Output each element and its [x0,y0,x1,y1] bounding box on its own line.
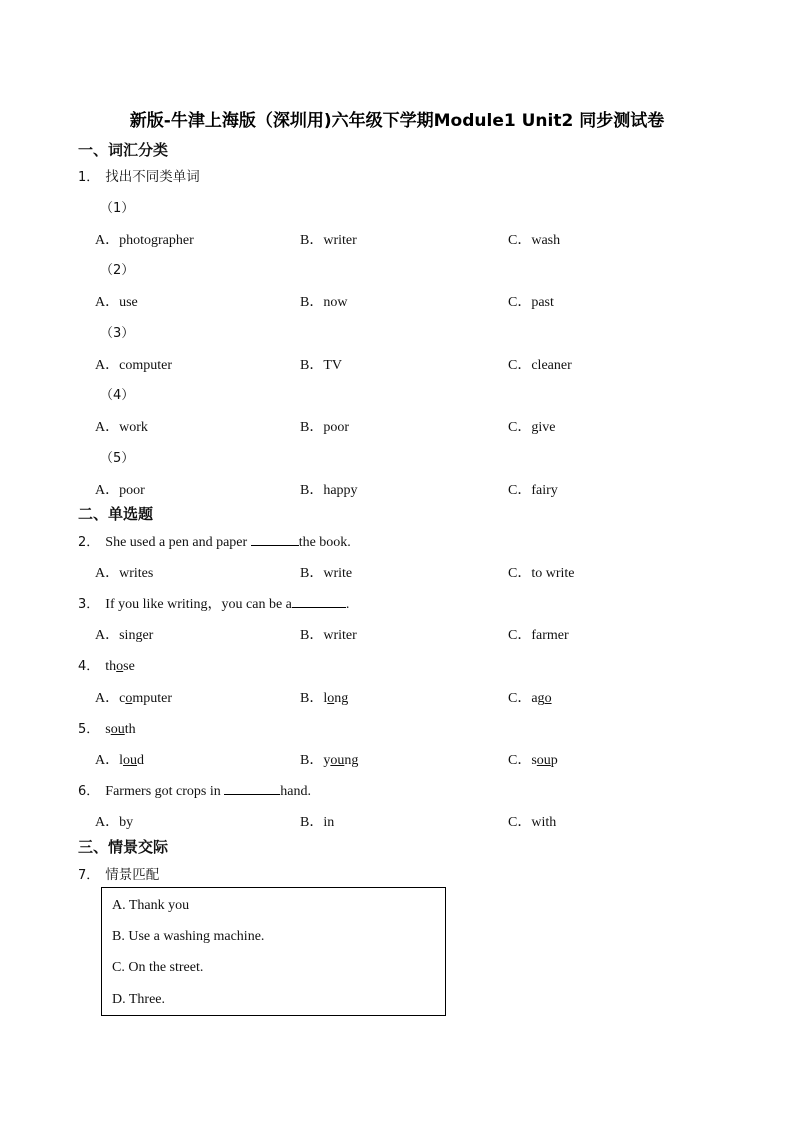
option-b[interactable] [300,749,358,769]
sub-question-label: （5） [100,451,135,466]
question-number: 5． [78,722,100,737]
option-letter: A． [95,691,120,706]
option-c[interactable] [508,749,558,769]
underlined-letters: o [116,659,124,674]
question-text-post: the book. [298,535,351,550]
question-text: 情景匹配 [105,867,160,883]
question-1 [78,165,200,186]
question-6 [78,780,311,800]
sub-question-label: （2） [100,263,135,278]
word-part: y [323,753,331,768]
question-number: 4． [78,659,100,674]
option-b[interactable] [300,687,348,707]
section-heading-single-choice: 二、单选题 [78,505,154,523]
option-letter: A． [95,753,120,768]
word-part: d [137,753,145,768]
matching-option: A. Thank you [112,898,190,913]
option-c[interactable]: C．fairy [508,483,558,498]
matching-options-box [101,887,446,1016]
page-title: 新版-牛津上海版（深圳用)六年级下学期Module1 Unit2 同步测试卷 [129,111,665,131]
option-letter: B． [300,753,324,768]
option-a[interactable]: A．computer [95,358,172,373]
option-b[interactable]: B．writer [300,233,357,248]
question-number: 6． [78,784,100,799]
question-number: 2． [78,535,100,550]
option-c[interactable]: C．farmer [508,628,569,643]
question-text: 找出不同类单词 [105,169,200,185]
option-letter: B． [300,691,324,706]
option-b[interactable]: B．now [300,295,348,310]
answer-blank[interactable] [251,533,299,546]
word-part: th [124,722,136,737]
sub-question-label: （4） [100,388,135,403]
option-c[interactable]: C．to write [508,566,575,581]
option-c[interactable] [508,687,552,707]
word-part: se [123,659,135,674]
underlined-letters: o [125,691,133,706]
word-part: l [119,753,124,768]
answer-blank[interactable] [224,782,280,795]
option-a[interactable]: A．photographer [95,233,194,248]
question-7 [78,863,159,884]
sub-question-label: （3） [100,326,135,341]
underlined-letters: ou [110,722,125,737]
option-a[interactable] [95,749,144,769]
underlined-letters: o [544,691,552,706]
question-text-pre: She used a pen and paper [105,535,251,550]
question-3 [78,593,349,613]
section-heading-vocabulary: 一、词汇分类 [78,141,169,159]
option-a[interactable]: A．writes [95,566,154,581]
underlined-letters: ou [536,753,551,768]
question-2 [78,531,351,551]
option-c[interactable]: C．with [508,815,557,830]
word-part: p [550,753,558,768]
question-4 [78,655,135,675]
option-b[interactable]: B．in [300,815,335,830]
option-a[interactable]: A．singer [95,628,154,643]
word-part: th [105,659,117,674]
option-a[interactable]: A．work [95,420,148,435]
word-part: l [323,691,328,706]
underlined-letters: ou [330,753,345,768]
word-part: ng [344,753,359,768]
section-heading-situational-dialogue: 三、情景交际 [78,838,169,856]
question-text-post: hand. [280,784,311,799]
option-b[interactable]: B．poor [300,420,349,435]
answer-blank[interactable] [292,595,346,608]
word-part: ng [334,691,349,706]
option-letter: C． [508,691,532,706]
option-c[interactable]: C．wash [508,233,561,248]
word-part: s [105,722,111,737]
underlined-letters: o [327,691,335,706]
question-text-pre: Farmers got crops in [105,784,225,799]
question-number: 1． [78,170,100,185]
matching-option: D. Three. [112,992,165,1007]
word-part: mputer [132,691,172,706]
option-b[interactable]: B．happy [300,483,358,498]
option-letter: C． [508,753,532,768]
option-b[interactable]: B．writer [300,628,357,643]
option-c[interactable]: C．past [508,295,554,310]
word-part: s [531,753,537,768]
matching-option: C. On the street. [112,960,204,975]
underlined-letters: ou [123,753,138,768]
word-part: ag [531,691,545,706]
option-c[interactable]: C．cleaner [508,358,572,373]
option-c[interactable]: C．give [508,420,556,435]
option-b[interactable]: B．TV [300,358,342,373]
option-a[interactable]: A．poor [95,483,145,498]
word-part: c [119,691,126,706]
option-a[interactable]: A．use [95,295,138,310]
question-text-post: . [345,597,350,612]
option-b[interactable]: B．write [300,566,353,581]
question-number: 3． [78,597,100,612]
sub-question-label: （1） [100,201,135,216]
question-5 [78,718,136,738]
matching-option: B. Use a washing machine. [112,929,265,944]
question-number: 7． [78,868,100,883]
question-text-pre: If you like writing，you can be a [105,597,292,612]
option-a[interactable] [95,687,172,707]
option-a[interactable]: A．by [95,815,134,830]
